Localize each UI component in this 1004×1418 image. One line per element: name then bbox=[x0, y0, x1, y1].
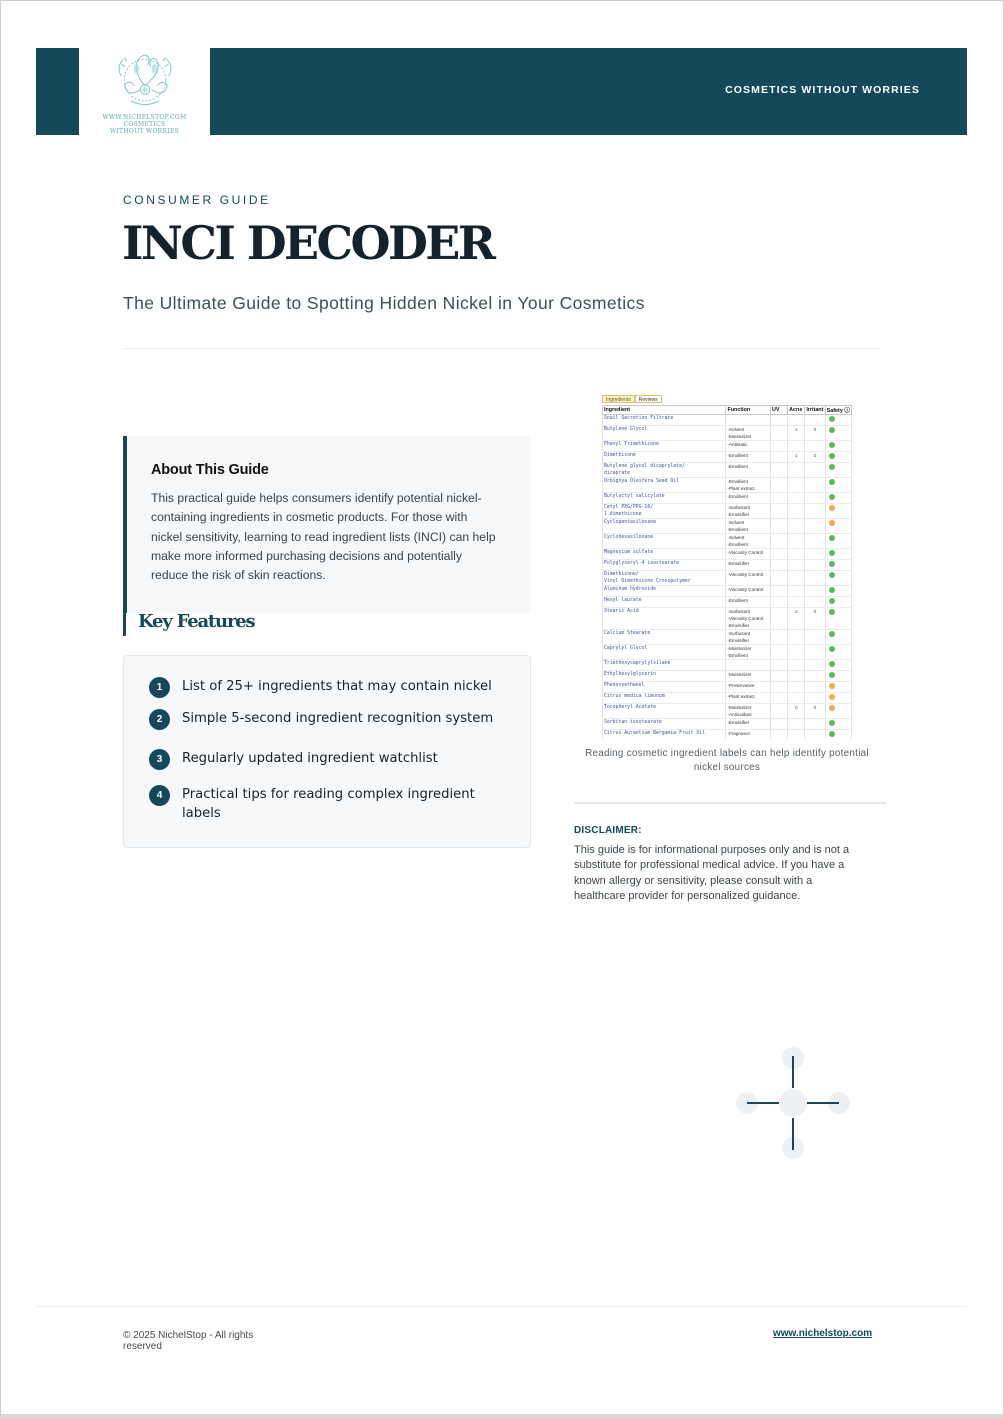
irritant-rating bbox=[805, 586, 825, 597]
acne-rating bbox=[788, 493, 805, 504]
about-body: This practical guide helps consumers identify potential nickel-containing ingredients in cosmetic products. For those with nickel sensitivity, learning to read ingredient lists (INCI) can help make more informed purchasing decisions and potentially reduce the risk of skin reactions. bbox=[151, 491, 496, 583]
feature-text: Practical tips for reading complex ingredient labels bbox=[182, 787, 475, 821]
safe-dot-icon bbox=[829, 561, 835, 567]
irritant-rating bbox=[805, 719, 825, 730]
uv-rating bbox=[770, 571, 787, 586]
logo-text-line3: WITHOUT WORRIES bbox=[109, 128, 180, 135]
ingredient-name: Butylene Glycol bbox=[603, 426, 726, 441]
ingredient-function: -Surfactant -Viscosity Control -Emulsifier bbox=[726, 608, 771, 630]
safety-cell bbox=[825, 608, 851, 630]
ingredient-name: Aluminum hydroxide bbox=[603, 586, 726, 597]
key-features-heading: Key Features bbox=[138, 611, 255, 632]
table-row bbox=[603, 719, 852, 730]
ingredient-function: -Emollient bbox=[726, 463, 771, 478]
acne-rating: 2 bbox=[788, 608, 805, 630]
tab-reviews: Reviews bbox=[635, 395, 662, 403]
acne-rating bbox=[788, 549, 805, 560]
uv-rating bbox=[770, 597, 787, 608]
irritant-rating bbox=[805, 630, 825, 645]
table-row bbox=[603, 630, 852, 645]
table-row bbox=[603, 682, 852, 693]
ingredient-name: Cetyl PEG/PPG-10/ 1 dimethicone bbox=[603, 504, 726, 519]
safe-dot-icon bbox=[829, 464, 835, 470]
acne-rating: 1 bbox=[788, 426, 805, 441]
ingredient-name: Snail Secretion Filtrate bbox=[603, 415, 726, 426]
acne-rating bbox=[788, 693, 805, 704]
irritant-rating bbox=[805, 534, 825, 549]
safe-dot-icon bbox=[829, 416, 835, 422]
safety-cell bbox=[825, 682, 851, 693]
screenshot-tabs bbox=[602, 395, 662, 403]
safety-cell bbox=[825, 671, 851, 682]
irritant-rating bbox=[805, 660, 825, 671]
safety-cell bbox=[825, 645, 851, 660]
ingredient-function: -Antistatic bbox=[726, 441, 771, 452]
ingredient-function: -Fragrance bbox=[726, 730, 771, 740]
column-header: UV bbox=[770, 406, 787, 415]
safe-dot-icon bbox=[829, 609, 835, 615]
divider bbox=[574, 802, 886, 804]
safe-dot-icon bbox=[829, 646, 835, 652]
ingredient-function: -Plant extract bbox=[726, 693, 771, 704]
safe-dot-icon bbox=[829, 598, 835, 604]
table-row bbox=[603, 586, 852, 597]
acne-rating bbox=[788, 719, 805, 730]
safe-dot-icon bbox=[829, 731, 835, 737]
table-row bbox=[603, 426, 852, 441]
column-header: Ingredient bbox=[603, 406, 726, 415]
ingredient-function: -Viscosity Control bbox=[726, 549, 771, 560]
safe-dot-icon bbox=[829, 572, 835, 578]
irritant-rating bbox=[805, 549, 825, 560]
uv-rating bbox=[770, 693, 787, 704]
uv-rating bbox=[770, 463, 787, 478]
uv-rating bbox=[770, 415, 787, 426]
irritant-rating: 0 bbox=[805, 704, 825, 719]
feature-number-badge: 4 bbox=[149, 785, 170, 806]
ingredient-name: Stearic Acid bbox=[603, 608, 726, 630]
column-header: Irritant bbox=[806, 407, 824, 413]
ingredient-name: Tocopheryl Acetate bbox=[603, 704, 726, 719]
uv-rating bbox=[770, 730, 787, 740]
ingredient-name: Phenyl Trimethicone bbox=[603, 441, 726, 452]
ingredient-function: -Emollient bbox=[726, 493, 771, 504]
acne-rating bbox=[788, 671, 805, 682]
uv-rating bbox=[770, 504, 787, 519]
caution-dot-icon bbox=[829, 705, 835, 711]
about-heading: About This Guide bbox=[151, 462, 269, 478]
safety-cell bbox=[825, 560, 851, 571]
acne-rating bbox=[788, 478, 805, 493]
ingredient-name: Dimethicone bbox=[603, 452, 726, 463]
feature-number-badge: 2 bbox=[149, 709, 170, 730]
table-row bbox=[603, 571, 852, 586]
floral-logo-icon bbox=[102, 48, 188, 114]
safety-cell bbox=[825, 534, 851, 549]
table-row bbox=[603, 645, 852, 660]
safety-cell bbox=[825, 549, 851, 560]
table-header-row bbox=[603, 406, 852, 415]
uv-rating bbox=[770, 519, 787, 534]
irritant-rating bbox=[805, 597, 825, 608]
safety-cell bbox=[825, 478, 851, 493]
safety-cell bbox=[825, 441, 851, 452]
irritant-rating bbox=[805, 478, 825, 493]
ingredient-name: Orbignya Oleifera Seed Oil bbox=[603, 478, 726, 493]
feature-item bbox=[149, 709, 504, 749]
table-row bbox=[603, 463, 852, 478]
ingredient-function: -Surfactant -Emulsifier bbox=[726, 630, 771, 645]
ingredient-function: -Solvent -Emollient bbox=[726, 519, 771, 534]
acne-rating bbox=[788, 660, 805, 671]
acne-rating bbox=[788, 519, 805, 534]
ingredient-name: Butyloctyl salicylate bbox=[603, 493, 726, 504]
feature-item bbox=[149, 785, 504, 823]
ingredient-name: Calcium Stearate bbox=[603, 630, 726, 645]
uv-rating bbox=[770, 645, 787, 660]
key-features-list bbox=[123, 655, 531, 848]
acne-rating: 0 bbox=[788, 704, 805, 719]
footer-divider bbox=[36, 1306, 967, 1307]
ingredient-table-body bbox=[603, 415, 852, 740]
ingredient-function: -Solvent -Emollient bbox=[726, 534, 771, 549]
ingredient-name: Hexyl laurate bbox=[603, 597, 726, 608]
uv-rating bbox=[770, 719, 787, 730]
acne-rating bbox=[788, 534, 805, 549]
safe-dot-icon bbox=[829, 720, 835, 726]
ingredient-name: Phenoxyethanol bbox=[603, 682, 726, 693]
safety-cell bbox=[825, 463, 851, 478]
irritant-rating bbox=[805, 571, 825, 586]
ingredient-function: -Emollient -Plant extract bbox=[726, 478, 771, 493]
tab-ingredients: Ingredients bbox=[602, 395, 635, 403]
ingredient-name: Citrus Aurantium Bergamia Fruit Oil bbox=[603, 730, 726, 740]
safe-dot-icon bbox=[829, 587, 835, 593]
safety-cell bbox=[825, 452, 851, 463]
ingredient-function: -Moisturizer bbox=[726, 671, 771, 682]
ingredient-function: -Emollient bbox=[726, 597, 771, 608]
ingredient-function: -Moisturizer -Antioxidant bbox=[726, 704, 771, 719]
ingredient-name: Butylene glycol dicaprylate/ dicaprate bbox=[603, 463, 726, 478]
uv-rating bbox=[770, 608, 787, 630]
ingredient-name: Dimethicone/ Vinyl Dimethicone Crosspolymer bbox=[603, 571, 726, 586]
logo-text-line2: COSMETICS bbox=[123, 121, 166, 128]
feature-text: List of 25+ ingredients that may contain nickel bbox=[182, 679, 492, 694]
footer-website-link[interactable]: www.nichelstop.com bbox=[773, 1328, 873, 1339]
table-row bbox=[603, 493, 852, 504]
uv-rating bbox=[770, 534, 787, 549]
ingredient-name: Citrus medica limonum bbox=[603, 693, 726, 704]
table-row bbox=[603, 441, 852, 452]
page-subtitle: The Ultimate Guide to Spotting Hidden Nickel in Your Cosmetics bbox=[123, 293, 645, 313]
column-header: Acne bbox=[788, 406, 805, 415]
table-row bbox=[603, 704, 852, 719]
acne-rating bbox=[788, 571, 805, 586]
ingredient-name: Triethoxycaprylylsilane bbox=[603, 660, 726, 671]
acne-rating bbox=[788, 645, 805, 660]
table-row bbox=[603, 452, 852, 463]
ingredient-function: -Emollient bbox=[726, 452, 771, 463]
table-row bbox=[603, 730, 852, 740]
table-row bbox=[603, 671, 852, 682]
table-row bbox=[603, 597, 852, 608]
acne-rating bbox=[788, 597, 805, 608]
figure-caption: Reading cosmetic ingredient labels can help identify potential nickel sources bbox=[585, 748, 869, 773]
safe-dot-icon bbox=[829, 442, 835, 448]
safety-cell bbox=[825, 597, 851, 608]
key-features-accent bbox=[123, 612, 126, 636]
safety-cell bbox=[825, 493, 851, 504]
irritant-rating bbox=[805, 671, 825, 682]
ingredient-name: Cyclohexasiloxane bbox=[603, 534, 726, 549]
safe-dot-icon bbox=[829, 427, 835, 433]
acne-rating bbox=[788, 560, 805, 571]
ingredient-name: Polyglyceryl-4 isostearate bbox=[603, 560, 726, 571]
irritant-rating bbox=[805, 693, 825, 704]
acne-rating bbox=[788, 504, 805, 519]
safety-cell bbox=[825, 426, 851, 441]
uv-rating bbox=[770, 660, 787, 671]
uv-rating bbox=[770, 478, 787, 493]
safety-cell bbox=[825, 630, 851, 645]
table-row bbox=[603, 549, 852, 560]
ingredient-name: Sorbitan isostearate bbox=[603, 719, 726, 730]
table-row bbox=[603, 504, 852, 519]
safe-dot-icon bbox=[829, 672, 835, 678]
disclaimer-heading: DISCLAIMER: bbox=[574, 825, 642, 836]
safety-cell bbox=[825, 415, 851, 426]
safety-cell bbox=[825, 571, 851, 586]
irritant-rating: 0 bbox=[805, 608, 825, 630]
caution-dot-icon bbox=[829, 694, 835, 700]
uv-rating bbox=[770, 452, 787, 463]
acne-rating bbox=[788, 730, 805, 740]
ingredient-function bbox=[726, 660, 771, 671]
table-row bbox=[603, 660, 852, 671]
ingredient-table bbox=[602, 405, 852, 739]
acne-rating bbox=[788, 682, 805, 693]
table-row bbox=[603, 693, 852, 704]
safe-dot-icon bbox=[829, 535, 835, 541]
ingredient-function: -Emulsifier bbox=[726, 560, 771, 571]
table-row bbox=[603, 534, 852, 549]
logo-text-url: WWW.NICHELSTOP.COM bbox=[102, 114, 187, 121]
divider bbox=[123, 348, 880, 349]
safety-cell bbox=[825, 730, 851, 740]
safety-cell bbox=[825, 660, 851, 671]
ingredient-name: Ethylhexylglycerin bbox=[603, 671, 726, 682]
table-row bbox=[603, 478, 852, 493]
safety-cell bbox=[825, 586, 851, 597]
uv-rating bbox=[770, 441, 787, 452]
safety-cell bbox=[825, 693, 851, 704]
safe-dot-icon bbox=[829, 550, 835, 556]
irritant-rating: 0 bbox=[805, 452, 825, 463]
safe-dot-icon bbox=[829, 661, 835, 667]
ingredient-function: -Preservative bbox=[726, 682, 771, 693]
eyebrow-label: CONSUMER GUIDE bbox=[123, 193, 271, 207]
ingredient-name: Caprylyl Glycol bbox=[603, 645, 726, 660]
feature-number-badge: 1 bbox=[149, 677, 170, 698]
acne-rating bbox=[788, 441, 805, 452]
feature-number-badge: 3 bbox=[149, 749, 170, 770]
column-header: Safety ⓘ bbox=[825, 406, 851, 415]
irritant-rating: 0 bbox=[805, 426, 825, 441]
caution-dot-icon bbox=[829, 683, 835, 689]
header-tagline: COSMETICS WITHOUT WORRIES bbox=[725, 84, 920, 96]
safety-cell bbox=[825, 704, 851, 719]
acne-rating bbox=[788, 415, 805, 426]
acne-rating bbox=[788, 630, 805, 645]
irritant-rating bbox=[805, 519, 825, 534]
uv-rating bbox=[770, 493, 787, 504]
safe-dot-icon bbox=[829, 494, 835, 500]
feature-text: Regularly updated ingredient watchlist bbox=[182, 751, 438, 766]
uv-rating bbox=[770, 426, 787, 441]
about-guide-box bbox=[123, 436, 531, 613]
ingredient-name: Cyclopentasiloxane bbox=[603, 519, 726, 534]
footer-copyright: © 2025 NichelStop - All rights reserved bbox=[123, 1330, 254, 1352]
page-title: INCI DECODER bbox=[122, 216, 494, 270]
caution-dot-icon bbox=[829, 505, 835, 511]
uv-rating bbox=[770, 560, 787, 571]
irritant-rating bbox=[805, 730, 825, 740]
uv-rating bbox=[770, 704, 787, 719]
table-row bbox=[603, 608, 852, 630]
ingredient-function: -Surfactant -Emulsifier bbox=[726, 504, 771, 519]
table-row bbox=[603, 519, 852, 534]
ingredient-label-screenshot bbox=[574, 393, 880, 739]
ingredient-function: -Viscosity Control bbox=[726, 586, 771, 597]
feature-item bbox=[149, 749, 504, 785]
uv-rating bbox=[770, 586, 787, 597]
brand-logo[interactable] bbox=[79, 48, 210, 135]
uv-rating bbox=[770, 549, 787, 560]
safe-dot-icon bbox=[829, 631, 835, 637]
ingredient-function bbox=[726, 415, 771, 426]
feature-text: Simple 5-second ingredient recognition system bbox=[182, 711, 494, 726]
irritant-rating bbox=[805, 504, 825, 519]
ingredient-function: -Viscosity Control bbox=[726, 571, 771, 586]
irritant-rating bbox=[805, 682, 825, 693]
safe-dot-icon bbox=[829, 453, 835, 459]
safe-dot-icon bbox=[829, 479, 835, 485]
acne-rating bbox=[788, 463, 805, 478]
irritant-rating bbox=[805, 441, 825, 452]
uv-rating bbox=[770, 682, 787, 693]
disclaimer-body: This guide is for informational purposes only and is not a substitute for professional medical advice. If you have a known allergy or sensitivity, please consult with a healthcare provider for personalized guidance. bbox=[574, 844, 850, 902]
ingredient-function: -Emulsifier bbox=[726, 719, 771, 730]
screenshot-frame bbox=[601, 393, 853, 739]
table-row bbox=[603, 560, 852, 571]
irritant-rating bbox=[805, 463, 825, 478]
acne-rating bbox=[788, 586, 805, 597]
acne-rating: 1 bbox=[788, 452, 805, 463]
irritant-rating bbox=[805, 645, 825, 660]
irritant-rating bbox=[805, 560, 825, 571]
molecule-decoration-icon bbox=[735, 1046, 851, 1160]
table-row bbox=[603, 415, 852, 426]
ingredient-function: -Solvent -Moisturizer bbox=[726, 426, 771, 441]
safety-cell bbox=[825, 519, 851, 534]
safety-cell bbox=[825, 504, 851, 519]
ingredient-function: -Moisturizer -Emollient bbox=[726, 645, 771, 660]
irritant-rating bbox=[805, 415, 825, 426]
column-header: Function bbox=[726, 406, 771, 415]
feature-item bbox=[149, 677, 504, 709]
ingredient-name: Magnesium sulfate bbox=[603, 549, 726, 560]
uv-rating bbox=[770, 671, 787, 682]
caution-dot-icon bbox=[829, 520, 835, 526]
safety-cell bbox=[825, 719, 851, 730]
uv-rating bbox=[770, 630, 787, 645]
irritant-rating bbox=[805, 493, 825, 504]
